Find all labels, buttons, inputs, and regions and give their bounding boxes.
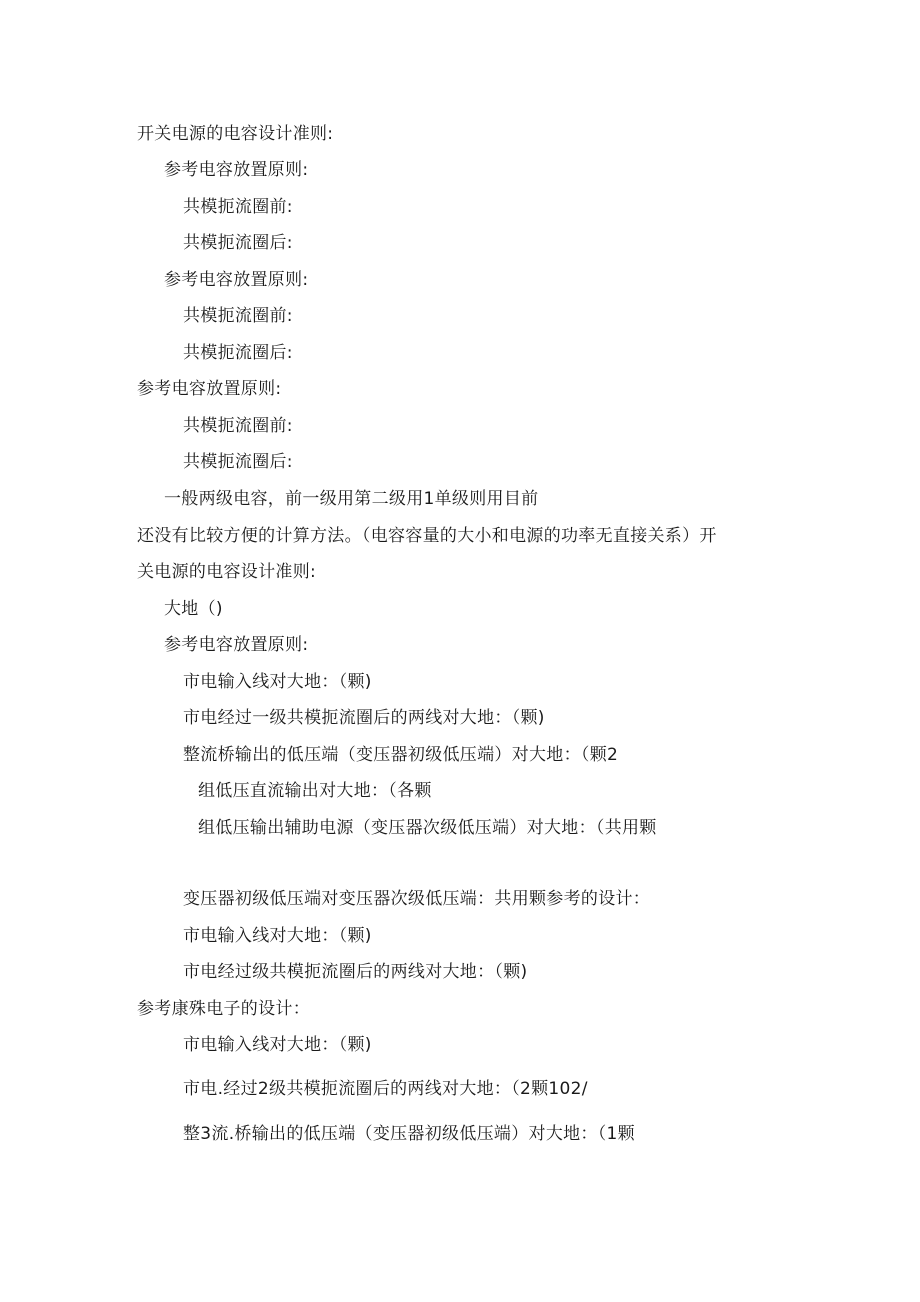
doc-title-line: 开关电源的电容设计准则:	[137, 124, 334, 144]
paragraph-line: 还没有比较方便的计算方法。（电容容量的大小和电源的功率无直接关系）开	[137, 526, 717, 546]
section-heading: 参考电容放置原则:	[164, 270, 309, 290]
list-item: 变压器初级低压端对变压器次级低压端：共用颗参考的设计：	[183, 889, 651, 909]
list-item: 共模扼流圈前:	[183, 197, 293, 217]
list-item: 市电输入线对大地：（颗)	[183, 672, 372, 692]
list-item: 组低压直流输出对大地：（各颗	[198, 781, 432, 801]
list-item: 市电经过一级共模扼流圈后的两线对大地：（颗)	[183, 708, 545, 728]
list-item: 共模扼流圈后:	[183, 452, 293, 472]
list-item: 大地（)	[164, 599, 223, 619]
section-heading: 参考电容放置原则:	[164, 160, 309, 180]
list-item: 共模扼流圈后:	[183, 233, 293, 253]
paragraph-line: 关电源的电容设计准则:	[137, 562, 317, 582]
paragraph-line: 一般两级电容，前一级用第二级用1单级则用目前	[164, 489, 539, 509]
list-item: 市电经过级共模扼流圈后的两线对大地：（颗)	[183, 962, 528, 982]
section-heading: 参考电容放置原则:	[137, 379, 282, 399]
list-item: 市电输入线对大地：（颗)	[183, 1035, 372, 1055]
section-heading: 参考电容放置原则:	[164, 635, 309, 655]
list-item: 组低压输出辅助电源（变压器次级低压端）对大地：（共用颗	[198, 818, 657, 838]
list-item: 市电输入线对大地：（颗)	[183, 926, 372, 946]
list-item: 整流桥输出的低压端（变压器初级低压端）对大地：（颗2	[183, 745, 619, 765]
list-item: 市电.经过2级共模扼流圈后的两线对大地：（2颗102/	[183, 1079, 588, 1099]
list-item: 整3流.桥输出的低压端（变压器初级低压端）对大地：（1颗	[183, 1124, 635, 1144]
list-item: 共模扼流圈前:	[183, 306, 293, 326]
section-heading: 参考康殊电子的设计：	[137, 999, 310, 1019]
list-item: 共模扼流圈前:	[183, 416, 293, 436]
list-item: 共模扼流圈后:	[183, 343, 293, 363]
